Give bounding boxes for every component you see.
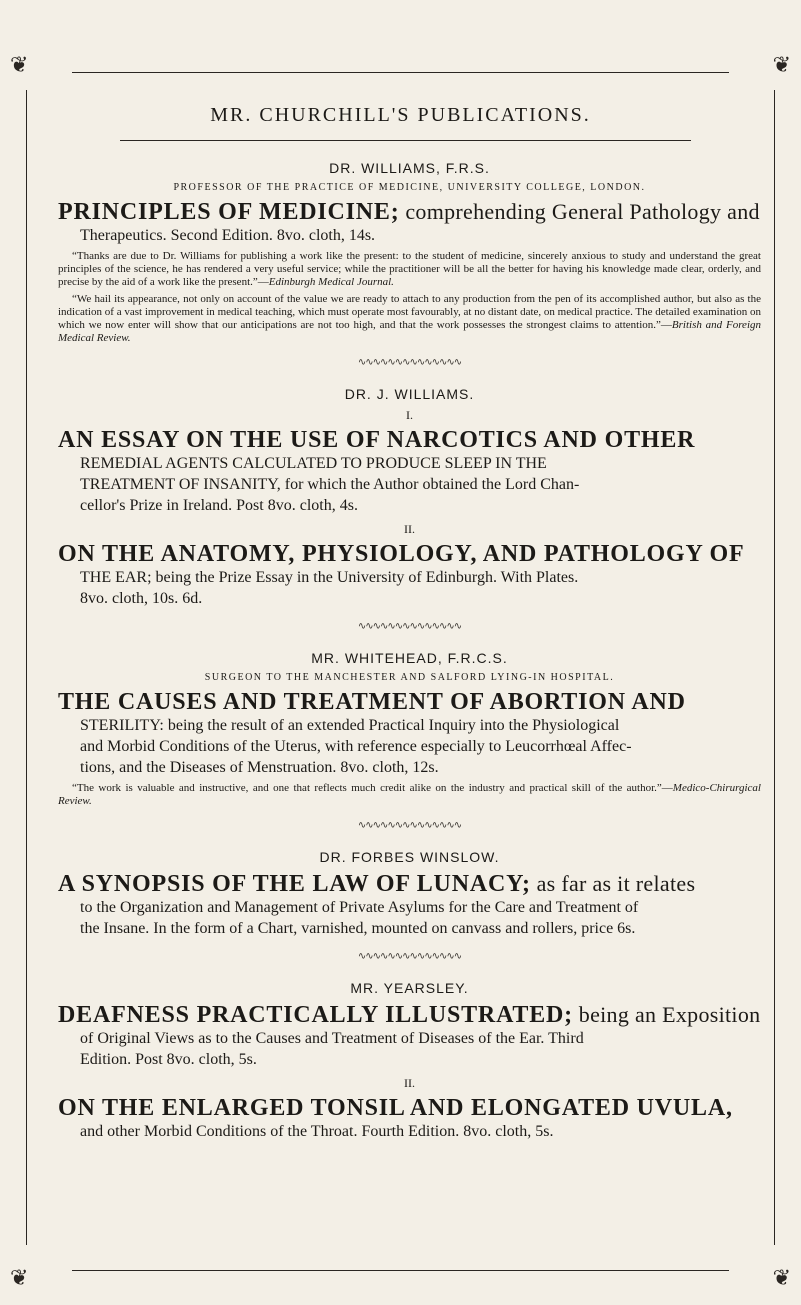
book-title: THE CAUSES AND TREATMENT OF ABORTION AND bbox=[58, 689, 686, 715]
book-title: PRINCIPLES OF MEDICINE; comprehending General Pathology and bbox=[58, 199, 760, 225]
author-role: PROFESSOR OF THE PRACTICE OF MEDICINE, UNIVERSITY COLLEGE, LONDON. bbox=[173, 182, 646, 193]
book-details: the Insane. In the form of a Chart, varnished, mounted on canvass and rollers, price 6s. bbox=[80, 920, 636, 937]
author-heading: DR. WILLIAMS, F.R.S. bbox=[329, 160, 490, 176]
bottom-rule bbox=[72, 1270, 729, 1271]
author-heading: DR. FORBES WINSLOW. bbox=[319, 849, 500, 865]
corner-ornament-icon: ❦ bbox=[10, 52, 29, 77]
author-heading: MR. WHITEHEAD, F.R.C.S. bbox=[311, 650, 508, 666]
book-details: and Morbid Conditions of the Uterus, with reference especially to Leucorrhœal Affec- bbox=[80, 738, 632, 755]
review-quote: “The work is valuable and instructive, and one that reflects much credit alike on the industry and practical skill of the author.”—Medico-Chirurgical Review. bbox=[58, 782, 761, 807]
book-details: Therapeutics. Second Edition. 8vo. cloth, 14s. bbox=[80, 227, 376, 244]
book-details: cellor's Prize in Ireland. Post 8vo. cloth, 4s. bbox=[80, 497, 358, 514]
book-details: to the Organization and Management of Private Asylums for the Care and Treatment of bbox=[80, 899, 639, 916]
book-title: DEAFNESS PRACTICALLY ILLUSTRATED; being an Exposition bbox=[58, 1002, 761, 1028]
book-details: Edition. Post 8vo. cloth, 5s. bbox=[80, 1051, 257, 1068]
catalogue bbox=[58, 160, 761, 1142]
book-details: REMEDIAL AGENTS CALCULATED TO PRODUCE SLEEP IN THE bbox=[80, 455, 547, 472]
top-rule bbox=[72, 72, 729, 73]
book-title: A SYNOPSIS OF THE LAW OF LUNACY; as far as it relates bbox=[58, 871, 696, 897]
book-details: STERILITY: being the result of an extended Practical Inquiry into the Physiological bbox=[80, 717, 620, 734]
corner-ornament-icon: ❦ bbox=[10, 1265, 29, 1290]
work-numeral: I. bbox=[406, 408, 413, 422]
corner-ornament-icon: ❦ bbox=[772, 52, 791, 77]
left-border bbox=[26, 90, 27, 1245]
section-divider: ∿∿∿∿∿∿∿∿∿∿∿∿∿∿ bbox=[357, 621, 462, 632]
author-heading: MR. YEARSLEY. bbox=[350, 980, 469, 996]
corner-ornament-icon: ❦ bbox=[772, 1265, 791, 1290]
right-border bbox=[774, 90, 775, 1245]
book-details: 8vo. cloth, 10s. 6d. bbox=[80, 590, 203, 607]
book-details: TREATMENT OF INSANITY, for which the Author obtained the Lord Chan- bbox=[80, 476, 580, 493]
review-quote: “We hail its appearance, not only on account of the value we are ready to attach to any production from the pen of its accomplished author, but also as the indication of a vast improvement in medical teaching, which must operate most favourably, at no distant date, on medical practice. The detailed examination on which we now enter will show that our anticipations are not too high, and that the work possesses the strongest claims to attention.”—British and Foreign Medical Review. bbox=[58, 293, 762, 344]
book-details: THE EAR; being the Prize Essay in the University of Edinburgh. With Plates. bbox=[80, 569, 579, 586]
book-details: and other Morbid Conditions of the Throat. Fourth Edition. 8vo. cloth, 5s. bbox=[80, 1123, 554, 1140]
review-quote: “Thanks are due to Dr. Williams for publishing a work like the present: to the student of medicine, sincerely anxious to study and understand the great principles of the science, he has rendered a very useful service; while the practitioner will be all the better for having his knowledge made clear, orderly, and precise by the aid of a work like the present.”—Edinburgh Medical Journal. bbox=[58, 250, 761, 288]
book-details: of Original Views as to the Causes and Treatment of Diseases of the Ear. Third bbox=[80, 1030, 584, 1047]
section-divider: ∿∿∿∿∿∿∿∿∿∿∿∿∿∿ bbox=[357, 357, 462, 368]
book-details: tions, and the Diseases of Menstruation. 8vo. cloth, 12s. bbox=[80, 759, 439, 776]
book-title: ON THE ENLARGED TONSIL AND ELONGATED UVULA, bbox=[58, 1095, 733, 1121]
page-title: MR. CHURCHILL'S PUBLICATIONS. bbox=[210, 104, 591, 126]
work-numeral: II. bbox=[404, 1076, 415, 1090]
book-title: AN ESSAY ON THE USE OF NARCOTICS AND OTHER bbox=[58, 427, 696, 453]
section-divider: ∿∿∿∿∿∿∿∿∿∿∿∿∿∿ bbox=[357, 820, 462, 831]
book-title: ON THE ANATOMY, PHYSIOLOGY, AND PATHOLOGY OF bbox=[58, 541, 745, 567]
author-role: SURGEON TO THE MANCHESTER AND SALFORD LYING-IN HOSPITAL. bbox=[204, 672, 615, 683]
header-underline bbox=[120, 140, 691, 141]
author-heading: DR. J. WILLIAMS. bbox=[344, 386, 475, 402]
section-divider: ∿∿∿∿∿∿∿∿∿∿∿∿∿∿ bbox=[357, 951, 462, 962]
work-numeral: II. bbox=[404, 522, 415, 536]
